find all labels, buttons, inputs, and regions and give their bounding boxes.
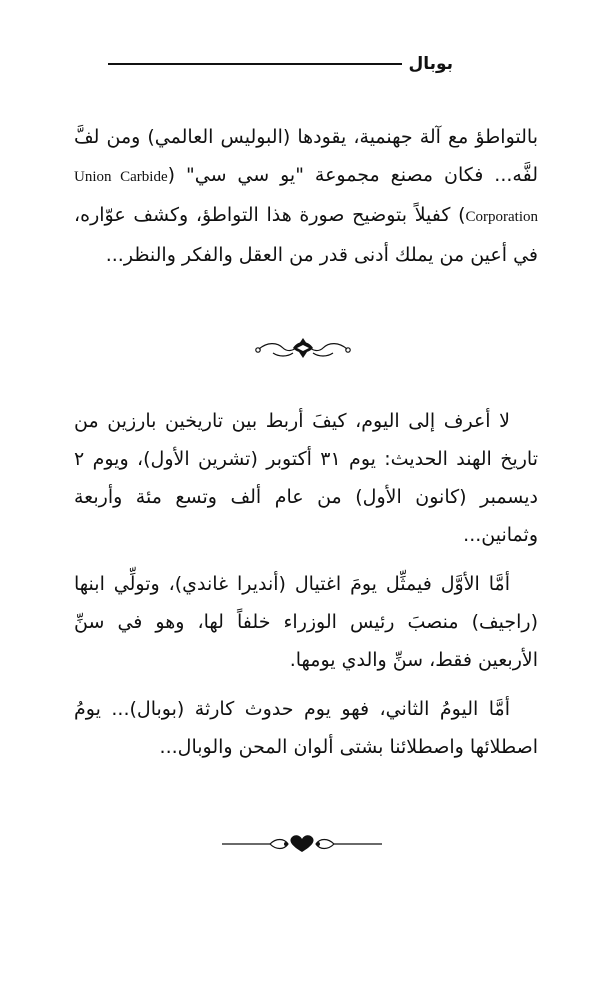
running-header	[108, 52, 453, 76]
paragraph-1-text-end: ) كفيلاً بتوضيح صورة هذا التواطؤ، وكشف عوّاره، في أعين من يملك أدنى قدر من العقل والفكر والنظر...	[74, 204, 538, 266]
paragraph-3: أمَّا الأوَّل فيمثِّل يومَ اغتيال (أنديرا غاندي)، وتولِّي ابنها (راجيف) منصبَ رئيس الوزراء خلفاً لها، وهو في سنِّ الأربعين فقط، سنِّ والدي يومها.	[74, 573, 538, 671]
heart-scroll-divider-icon	[222, 831, 382, 857]
paragraph-4: أمَّا اليومُ الثاني، فهو يوم حدوث كارثة (بوبال)... يومُ اصطلائها واصطلائنا بشتى ألوان المحن والوبال...	[74, 698, 538, 758]
paragraph-2: لا أعرف إلى اليوم، كيفَ أربط بين تاريخين بارزين من تاريخ الهند الحديث: يوم ٣١ أكتوبر (تشرين الأول)، ويوم ٢ ديسمبر (كانون الأول) من عام ألف وتسع مئة وأربعة وثمانين...	[74, 410, 539, 546]
paragraph-1	[74, 118, 538, 274]
header-rule	[108, 63, 402, 65]
header-title: بوبال	[408, 54, 453, 74]
company-name-latin: Union Carbide Corporation	[74, 169, 538, 225]
paragraph-1-text-start: بالتواطؤ مع آلة جهنمية، يقودها (البوليس العالمي) ومن لفَّ لفَّه... فكان مصنع مجموعة "يو سي سي" (	[74, 126, 539, 186]
floral-divider-icon	[253, 334, 353, 362]
